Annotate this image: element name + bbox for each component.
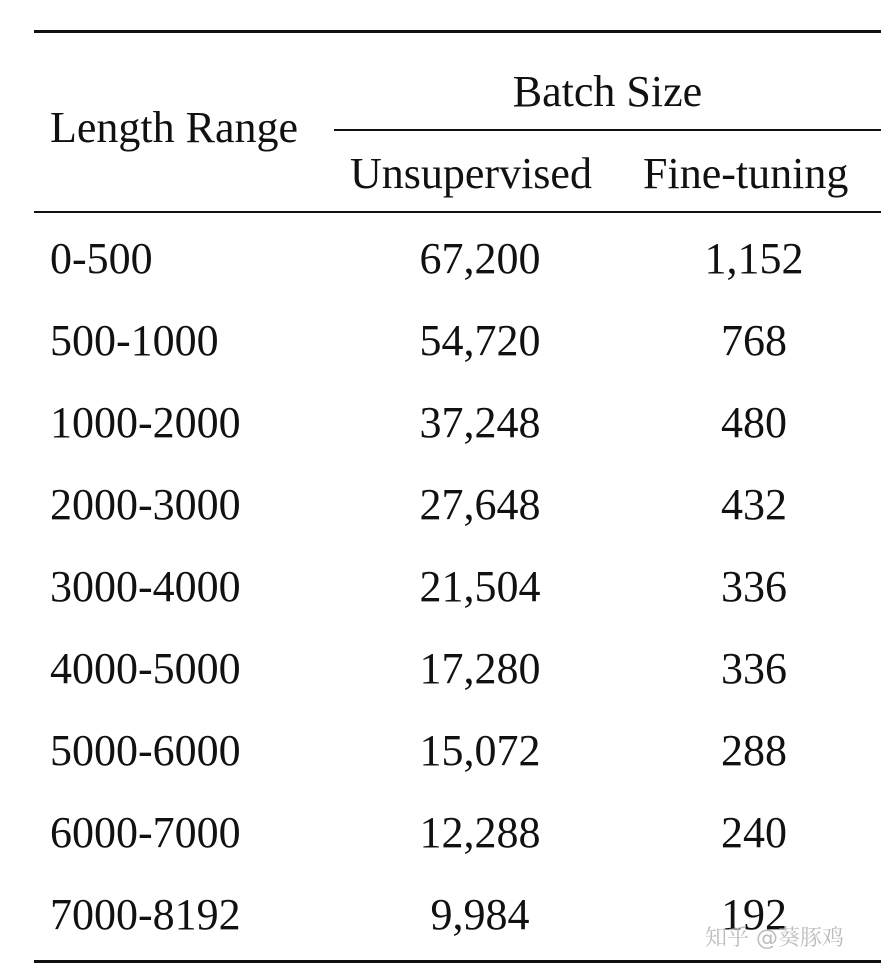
cell-fine-tuning: 432 [721,480,787,529]
table-row [0,309,894,391]
header-length-range: Length Range [50,103,299,152]
cell-fine-tuning: 240 [721,808,787,857]
cell-unsupervised: 15,072 [419,726,541,775]
cell-length-range: 3000-4000 [50,562,241,611]
cell-unsupervised: 54,720 [419,316,541,365]
cell-unsupervised: 21,504 [419,562,541,611]
table-row [0,391,894,473]
cell-fine-tuning: 288 [721,726,787,775]
cell-unsupervised: 17,280 [419,644,541,693]
cell-unsupervised: 12,288 [419,808,541,857]
cell-fine-tuning: 336 [721,562,787,611]
cell-fine-tuning: 1,152 [704,234,804,283]
table-row [0,227,894,309]
table-bottom-rule [34,960,881,963]
cell-fine-tuning: 480 [721,398,787,447]
table-row [0,883,894,965]
table-row [0,555,894,637]
header-group-rule [334,129,881,131]
cell-fine-tuning: 336 [721,644,787,693]
cell-length-range: 5000-6000 [50,726,241,775]
cell-length-range: 0-500 [50,234,153,283]
cell-length-range: 2000-3000 [50,480,241,529]
table-row [0,637,894,719]
cell-fine-tuning: 768 [721,316,787,365]
table-row [0,801,894,883]
cell-unsupervised: 67,200 [419,234,541,283]
table-row [0,719,894,801]
header-unsupervised: Unsupervised [350,149,592,198]
table-row [0,473,894,555]
watermark: 知乎 @葵豚鸡 [705,926,844,951]
header-bottom-rule [34,211,881,213]
cell-fine-tuning: 192 [721,890,787,939]
cell-length-range: 7000-8192 [50,890,241,939]
table-top-rule [34,30,881,33]
cell-length-range: 1000-2000 [50,398,241,447]
cell-unsupervised: 27,648 [419,480,541,529]
cell-length-range: 500-1000 [50,316,219,365]
header-fine-tuning: Fine-tuning [643,149,849,198]
cell-unsupervised: 37,248 [419,398,541,447]
cell-length-range: 4000-5000 [50,644,241,693]
cell-unsupervised: 9,984 [430,890,530,939]
header-batch-size: Batch Size [512,67,703,116]
cell-length-range: 6000-7000 [50,808,241,857]
